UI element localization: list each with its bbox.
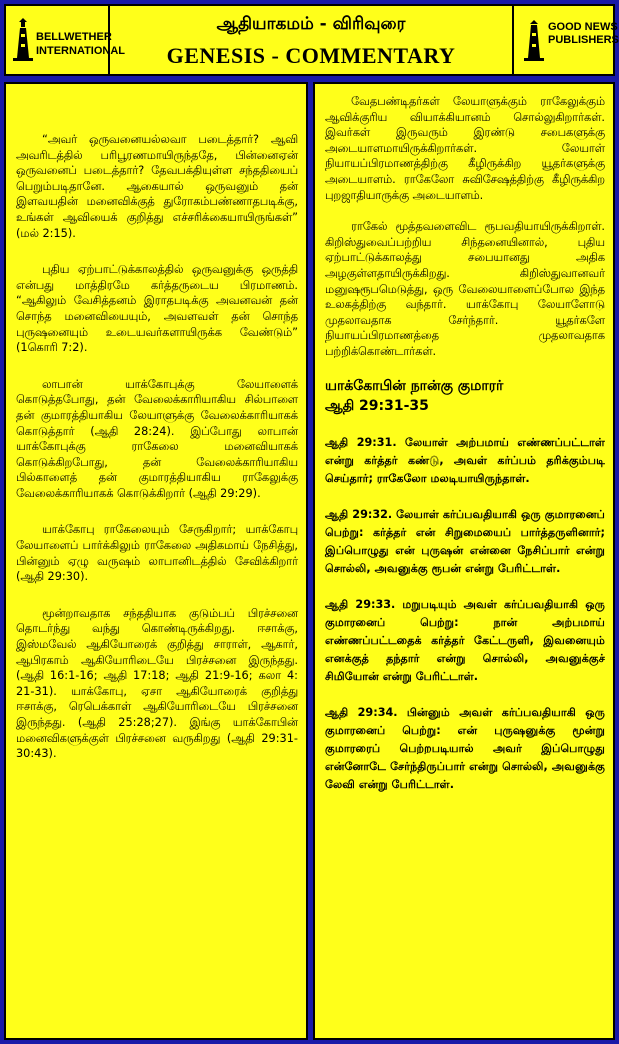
page-header [4, 4, 619, 76]
right-column [313, 82, 615, 1040]
verse-paragraph: ஆதி 29:34. பின்னும் அவள் கர்ப்பவதியாகி ஒரு குமாரனைப் பெற்று: என் புருஷனுக்கு மூன்று குமாரரைப் பெற்றபடியால் அவர் இப்பொழுது என்னோடே சேர்ந்திருப்பார் என்று சொல்லி, அவனுக்கு லேவி என்று பேரிட்டாள். [325, 705, 605, 791]
lighthouse-icon [523, 20, 545, 62]
section-title: யாக்கோபின் நான்கு குமாரர் [325, 377, 504, 394]
verse-paragraph: ஆதி 29:31. லேயாள் அற்பமாய் எண்ணப்பட்டாள் என்று கர்த்தர் கண்டு, அவள் கர்ப்பம் தரிக்கும்படி செய்தார்; ராகேலோ மலடியாயிருந்தாள். [325, 435, 605, 485]
verse-paragraph: ஆதி 29:32. லேயாள் கர்ப்பவதியாகி ஒரு குமாரனைப் பெற்று: கர்த்தர் என் சிறுமையைப் பார்த்தருளினார்; இப்பொழுது என் புருஷன் என்னை நேசிப்பார் என்று சொல்லி, அவனுக்கு ரூபன் என்று பேரிட்டாள். [325, 507, 605, 575]
left-paragraph: புதிய ஏற்பாட்டுக்காலத்தில் ஒருவனுக்கு ஒருத்தி என்பது மாத்திரமே கர்த்தருடைய பிரமாணம். “ஆகிலும் வேசித்தனம் இராதபடிக்கு அவனவன் தன் சொந்த மனைவியையும், அவளவள் தன் சொந்த புருஷனையும் உடையவர்களாயிருக்க வேண்டும்” (1கொரி 7:2). [16, 263, 298, 355]
title-tamil: ஆதியாகமம் - விரிவுரை [216, 14, 406, 34]
left-paragraph: லாபான் யாக்கோபுக்கு லேயாளைக் கொடுத்தபோது, தன் வேலைக்காரியாகிய சில்பாளை தன் குமாரத்தியாகிய லேயாளுக்கு வேலைக்காரியாகக் கொடுத்தார் (ஆதி 28:24). இப்போது லாபான் யாக்கோபுக்கு ராகேலை மனைவியாகக் கொடுக்கிறபோது, தன் வேலைக்காரியாகிய பில்காளைத் தன் குமாரத்தியாகிய ராகேலுக்கு வேலைக்காரியாகக் கொடுக்கிறார் (ஆதி 29:29). [16, 377, 298, 500]
right-paragraph: ராகேல் மூத்தவளைவிட ரூபவதியாயிருக்கிறாள். கிறிஸ்துவைப்பற்றிய சிந்தனையினால், புதிய ஏற்பாட்டுக்காலத்து சபையானது அதிக அழகுள்ளதாயிருக்கிறது. கிறிஸ்துவானவர் மனுஷரூபமெடுத்து, ஒரு வேலையாளைப்போல இந்த உலகத்திற்கு வந்தார். யாக்கோபு லேயாளோடு முதலாவதாக சேர்ந்தார். யூதர்களே நியாயப்பிரமாணத்தை முதலாவதாக பற்றிக்கொண்டார்கள். [325, 220, 605, 358]
left-paragraph: மூன்றாவதாக சந்ததியாக குடும்பப் பிரச்சனை தொடர்ந்து வந்து கொண்டிருக்கிறது. ஈசாக்கு, இஸ்மவேல் ஆகியோரைக் குறித்து சாராள், ஆகார், ஆபிரகாம் ஆகியோரிடையே பிரச்சனை இருந்தது. (ஆதி 16:1-16; ஆதி 17:18; ஆதி 21:9-16; கலா 4: 21-31). யாக்கோபு, ஏசா ஆகியோரைக் குறித்து ஈசாக்கு, ரெபெக்காள் ஆகியோரிடையே பிரச்சனை இருந்தது. (ஆதி 25:28;27). இங்கு யாக்கோபின் மனைவிகளுக்குள் பிரச்சனை வருகிறது (ஆதி 29:31-30:43). [16, 606, 298, 761]
section-heading [325, 376, 605, 416]
left-paragraph: “அவர் ஒருவனையல்லவா படைத்தார்? ஆவி அவரிடத்தில் பரிபூரணமாயிருந்ததே, பின்னைஏன் ஒருவனைப் படைத்தார்? தேவபக்தியுள்ள சந்ததியைப் பெறும்படிதானே. ஆகையால் ஒருவனும் தன் இளவயதின் மனைவிக்குத் துரோகம்பண்ணாதபடிக்கு, உங்கள் ஆவியைக் குறித்து எச்சரிக்கையாயிருங்கள்” (மல் 2:15). [16, 133, 298, 240]
page-title [110, 6, 514, 74]
right-paragraph: வேதபண்டிதர்கள் லேயாளுக்கும் ராகேலுக்கும் ஆவிக்குரிய வியாக்கியானம் சொல்லுகிறார்கள். இவர்கள் இருவரும் இரண்டு சபைகளுக்கு அடையாளமாயிருக்கிறார்கள். லேயாள் நியாயப்பிரமாணத்திற்கு கீழிருக்கிற யூதர்களுக்கு அடையாளம். ராகேலோ சுவிசேஷத்திற்கு கீழிருக்கிற புறஜாதியாருக்கு அடையாளம். [325, 95, 605, 202]
title-english: GENESIS - COMMENTARY [166, 43, 456, 68]
lighthouse-icon [11, 18, 35, 62]
bellwether-logo-text: BELLWETHER INTERNATIONAL [36, 31, 126, 57]
good-news-logo [514, 6, 619, 74]
left-column [4, 82, 308, 1040]
verse-paragraph: ஆதி 29:33. மறுபடியும் அவள் கர்ப்பவதியாகி ஒரு குமாரனைப் பெற்று: நான் அற்பமாய் எண்ணப்பட்டதைக் கர்த்தர் கேட்டருளி, இவனையும் எனக்குத் தந்தார் என்று சொல்லி, அவனுக்குச் சிமியோன் என்று பேரிட்டாள். [325, 597, 605, 683]
good-news-logo-text: GOOD NEWS PUBLISHERS [548, 21, 619, 46]
section-reference: ஆதி 29:31-35 [325, 397, 429, 414]
left-paragraph: யாக்கோபு ராகேலையும் சேருகிறார்; யாக்கோபு லேயாளைப் பார்க்கிலும் ராகேலை அதிகமாய் நேசித்து, பின்னும் ஏழு வருஷம் லாபானிடத்தில் சேவிக்கிறார் (ஆதி 29:30). [16, 523, 298, 584]
bellwether-logo [6, 6, 126, 74]
